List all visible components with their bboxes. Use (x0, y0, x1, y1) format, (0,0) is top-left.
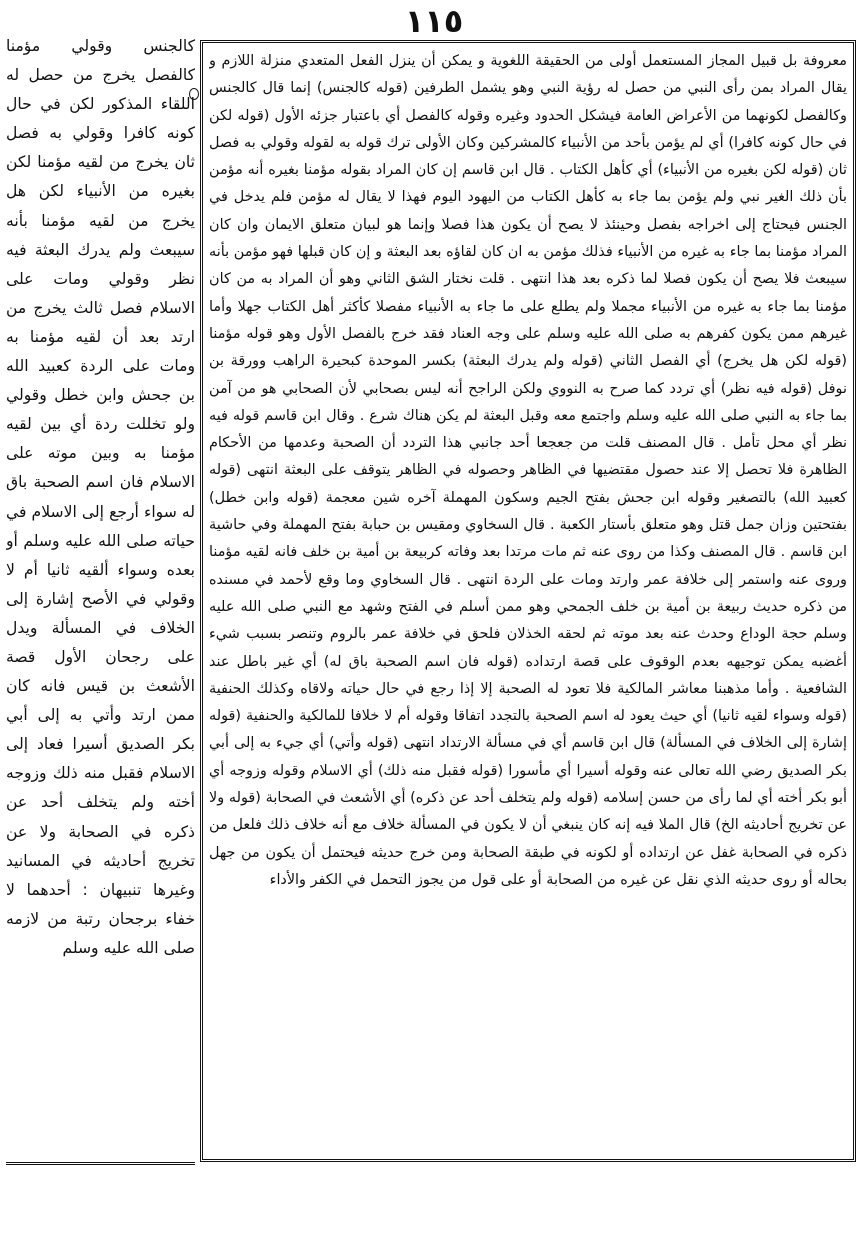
margin-bottom-rule (6, 1162, 195, 1165)
page-number: ١١٥ (404, 2, 464, 40)
margin-paragraph: كالجنس وقولي مؤمنا كالفصل يخرج من حصل له اللقاء المذكور لكن في حال كونه كافرا وقولي به فصل ثان يخرج من لقيه مؤمنا لكن بغيره من الأنبياء لكن هل يخرج من لقيه مؤمنا بأنه سيبعث ولم يدرك البعثة فيه نظر وقولي ومات على الاسلام فصل ثالث يخرج من ارتد بعد أن لقيه مؤمنا به ومات على الردة كعبيد الله بن جحش وابن خطل وقولي ولو تخللت ردة أي بين لقيه مؤمنا به وبين موته على الاسلام فان اسم الصحبة باق له سواء أرجع إلى الاسلام في حياته صلى الله عليه وسلم أو بعده وسواء ألقيه ثانيا أم لا وقولي في الأصح إشارة إلى الخلاف في المسألة ويدل على رجحان الأول قصة الأشعث بن قيس فانه كان ممن ارتد وأتي به إلى أبي بكر الصديق أسيرا فعاد إلى الاسلام فقبل منه ذلك وزوجه أخته ولم يتخلف أحد عن ذكره في الصحابة ولا عن تخريج أحاديثه في المسانيد وغيرها تنبيهان : أحدهما لا خفاء برجحان رتبة من لازمه صلى الله عليه وسلم (6, 37, 195, 957)
margin-column (6, 32, 195, 1152)
commentary-frame (200, 40, 856, 1162)
commentary-paragraph: معروفة بل قبيل المجاز المستعمل أولى من الحقيقة اللغوية و يمكن أن ينزل الفعل المتعدي منزلة اللازم و يقال المراد بمن رأى النبي من حصل له رؤية النبي وهو يشمل الطرفين (قوله كالجنس) إنما قال كالجنس وكالفصل لكونهما من الأعراض العامة فيشكل الحدود وغيره وقوله كالفصل أي باعتبار جزئه الأول (قوله لكن في حال كونه كافرا) أي لم يؤمن بأحد من الأنبياء كالمشركين وكان الأولى ترك قوله به لقوله وقولي به فصل ثان (قوله لكن بغيره من الأنبياء) أي كأهل الكتاب . قال ابن قاسم إن كان المراد بقوله مؤمنا بغيره أنه مؤمن بأن ذلك الغير نبي ولم يؤمن بما جاء به كأهل الكتاب من اليهود اليوم فهذا لا يقال له مؤمن فلم يدخل في الجنس فيحتاج إلى اخراجه بفصل وحينئذ لا يصح أن يكون هذا فصلا وإنما هو لبيان متعلق الايمان وان كان المراد مؤمنا بما جاء به غيره من الأنبياء فذلك مؤمن به ان كان لقاؤه بعد البعثة و إن كان قبلها فهو مؤمن بأنه سيبعث فلا يصح أن يكون فصلا لما ذكره بعد هذا انتهى . قلت نختار الشق الثاني وهو أن المراد به من كان مؤمنا بما جاء به غيره من الأنبياء مجملا ولم يطلع على ما جاء به الأنبياء مفصلا كأكثر أهل الكتاب جهلا وأما غيرهم ممن يكون كفرهم به صلى الله عليه وسلم على وجه العناد فقد خرج بالفصل الأول وهو قوله مؤمنا (قوله لكن هل يخرج) أي الفصل الثاني (قوله ولم يدرك البعثة) بكسر الموحدة كبحيرة الراهب وورقة بن نوفل (قوله فيه نظر) أي تردد كما صرح به النووي ولكن الراجح أنه ليس بصحابي لأن الصحابي هو من آمن بما جاء به النبي صلى الله عليه وسلم واجتمع معه وقبل البعثة لم يكن هناك شرع . وقال ابن قاسم قوله فيه نظر أي محل تأمل . قال المصنف قلت من جعجعا أحد جانبي هذا التردد أن الصحبة وعدمها من الأحكام الظاهرة فلا تحصل إلا عند حصول مقتضيها في الظاهر وحصوله في الظاهر يتوقف على البعثة انتهى (قوله كعبيد الله) بالتصغير وقوله ابن جحش بفتح الجيم وسكون المهملة آخره شين معجمة (قوله وابن خطل) بفتحتين وزان جمل قتل وهو متعلق بأستار الكعبة . قال السخاوي ومقيس بن حبابة بفتح المهملة وفي حاشية ابن قاسم . قال المصنف وكذا من روى عنه ثم مات مرتدا بعد وفاته كربيعة بن أمية بن خلف فانه لقيه مؤمنا وروى عنه واستمر إلى خلافة عمر وارتد ومات على الردة انتهى . قال السخاوي وما وقع لأحمد في مسنده من ذكره حديث ربيعة بن أمية بن خلف الجمحي وهو ممن أسلم في الفتح وشهد مع النبي صلى الله عليه وسلم حجة الوداع وحدث عنه بعد موته ثم لحقه الخذلان فلحق في خلافة عمر بالروم وتنصر بسبب شيء أغضبه يمكن توجيهه بعدم الوقوف على قصة ارتداده (قوله فان اسم الصحبة باق له) أي غير باطل عند الشافعية . وأما مذهبنا معاشر المالكية فلا تعود له الصحبة إلا إذا رجع في حال حياته ولاقاه وكذلك الحنفية (قوله وسواء لقيه ثانيا) أي حيث يعود له اسم الصحبة بالتجدد اتفاقا وقوله أم لا خلافا للمالكية والحنفية (قوله إشارة إلى الخلاف في المسألة) قال ابن قاسم أي في مسألة الارتداد انتهى (قوله وأتي) أي جيء به إلى أبي بكر الصديق رضي الله تعالى عنه وقوله أسيرا أي مأسورا (قوله فقبل منه ذلك) أي الاسلام وقوله وزوجه أي أبو بكر أخته أي لما رأى من حسن إسلامه (قوله ولم يتخلف أحد عن ذكره) أي الأشعث في الصحابة (قوله ولا عن تخريج أحاديثه الخ) قال الملا فيه إنه كان ينبغي أن لا يكون في المسألة خلاف مع أنه خلاف ذلك فلعل من ذكره في الصحابة غفل عن ارتداده أو لكونه في طبقة الصحابة ومن خرج حديثه فيحتمل أن يكون من جهل بحاله أو روى حديثه الذي نقل عن غيره من الصحابة أو على قول من يجوز التحمل في الكفر والأداء (209, 53, 847, 888)
commentary-column (209, 48, 847, 1154)
margin-circle-mark (189, 88, 199, 100)
